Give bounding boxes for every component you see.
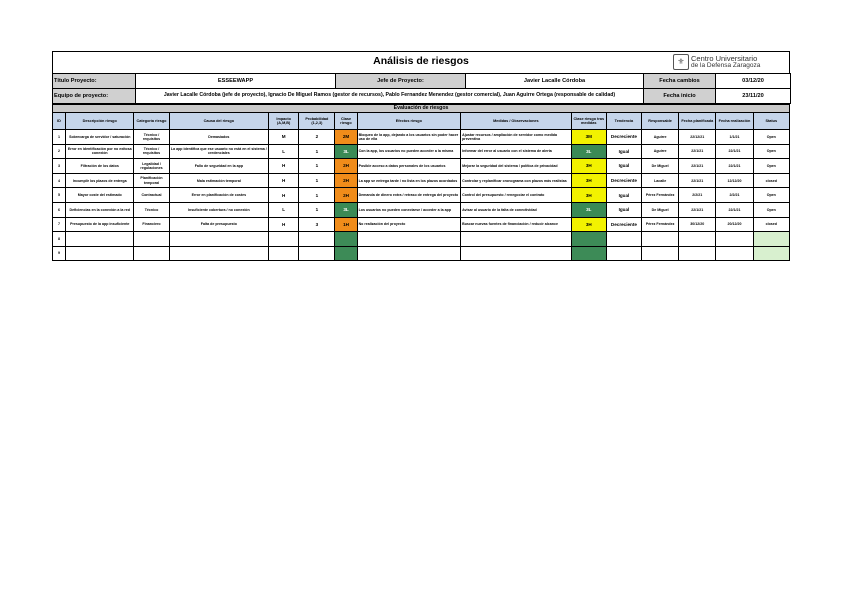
cell-impact[interactable] <box>269 246 299 261</box>
column-header-row <box>53 113 790 130</box>
cell-class-after[interactable]: 3H <box>571 159 606 174</box>
cell-probability[interactable] <box>299 246 335 261</box>
cell-effects[interactable] <box>357 246 461 261</box>
cell-id[interactable]: 5 <box>53 188 66 203</box>
cell-measures[interactable]: Ajustar recursos / ampliación de servidor como medida preventiva <box>461 130 572 145</box>
risk-rows <box>53 130 790 261</box>
cell-status[interactable]: Open <box>753 130 789 145</box>
start-date-value[interactable]: 23/11/20 <box>716 89 791 104</box>
cell-trend[interactable]: Decreciente <box>606 217 641 232</box>
cell-owner[interactable]: De Miguel <box>642 202 679 217</box>
table-row <box>53 159 790 174</box>
cell-impact[interactable]: H <box>269 217 299 232</box>
table-row <box>53 130 790 145</box>
cell-class-after[interactable]: 3L <box>571 202 606 217</box>
cell-impact[interactable]: H <box>269 159 299 174</box>
cell-planned[interactable] <box>679 246 716 261</box>
cell-description[interactable] <box>66 246 134 261</box>
risk-table <box>52 104 790 261</box>
cell-probability[interactable]: 1 <box>299 202 335 217</box>
cell-cause[interactable]: Fallo de seguridad en la app <box>169 159 269 174</box>
cell-description[interactable]: Mayor coste del estimado <box>66 188 134 203</box>
col-header-measures: Medidas / Observaciones <box>461 113 572 130</box>
cell-class[interactable]: 2H <box>335 188 357 203</box>
cell-owner[interactable]: Lacalle <box>642 173 679 188</box>
cell-status[interactable]: closed <box>753 173 789 188</box>
cell-done[interactable]: 2/2/21 <box>716 188 753 203</box>
table-row <box>53 188 790 203</box>
cell-description[interactable]: Presupuesto de la app insuficiente <box>66 217 134 232</box>
cell-planned[interactable]: 22/1/21 <box>679 202 716 217</box>
cell-measures[interactable]: Control del presupuesto / renegociar el contrato <box>461 188 572 203</box>
cell-trend[interactable]: Igual <box>606 159 641 174</box>
cell-measures[interactable]: Controlar y replanificar cronograma con plazos más realistas <box>461 173 572 188</box>
cell-owner[interactable]: Aguirre <box>642 144 679 159</box>
cell-class[interactable]: 3L <box>335 202 357 217</box>
cell-impact[interactable]: L <box>269 202 299 217</box>
project-manager-label: Jefe de Proyecto: <box>336 74 466 89</box>
cell-probability[interactable]: 2 <box>299 130 335 145</box>
cell-id[interactable]: 9 <box>53 246 66 261</box>
cell-measures[interactable]: Buscar nuevas fuentes de financiación / reducir alcance <box>461 217 572 232</box>
cell-class[interactable]: 1H <box>335 217 357 232</box>
cell-trend[interactable]: Decreciente <box>606 173 641 188</box>
project-manager-value[interactable]: Javier Lacalle Córdoba <box>466 74 644 89</box>
table-row <box>53 217 790 232</box>
cell-probability[interactable] <box>299 232 335 247</box>
cell-owner[interactable]: Aguirre <box>642 130 679 145</box>
cell-measures[interactable] <box>461 232 572 247</box>
table-row <box>53 144 790 159</box>
university-logo <box>673 54 785 71</box>
project-title-label: Título Proyecto: <box>53 74 136 89</box>
table-row <box>53 246 790 261</box>
cell-trend[interactable]: Igual <box>606 144 641 159</box>
cell-impact[interactable]: H <box>269 173 299 188</box>
cell-planned[interactable]: 22/1/21 <box>679 159 716 174</box>
cell-trend[interactable] <box>606 246 641 261</box>
cell-planned[interactable]: 22/1/21 <box>679 173 716 188</box>
cell-cause[interactable]: Error en planificación de costes <box>169 188 269 203</box>
cell-probability[interactable]: 1 <box>299 173 335 188</box>
cell-category[interactable] <box>134 246 169 261</box>
cell-cause[interactable]: Demasiados <box>169 130 269 145</box>
cell-planned[interactable] <box>679 232 716 247</box>
cell-cause[interactable]: Insuficiente cobertura / no conexión <box>169 202 269 217</box>
cell-category[interactable]: Técnico <box>134 202 169 217</box>
cell-status[interactable] <box>753 246 789 261</box>
cell-class-after[interactable]: 3L <box>571 144 606 159</box>
cell-measures[interactable] <box>461 246 572 261</box>
cell-description[interactable]: Deficiencias en la conexión a la red <box>66 202 134 217</box>
cell-probability[interactable]: 3 <box>299 217 335 232</box>
cell-id[interactable]: 3 <box>53 159 66 174</box>
cell-category[interactable]: Financiero <box>134 217 169 232</box>
cell-class[interactable]: 2M <box>335 130 357 145</box>
col-header-probability: Probabilidad (1,2,3) <box>299 113 335 130</box>
cell-category[interactable]: Técnico / requisitos <box>134 144 169 159</box>
cell-category[interactable]: Contractual <box>134 188 169 203</box>
cell-probability[interactable]: 1 <box>299 188 335 203</box>
cell-class-after[interactable] <box>571 246 606 261</box>
risk-sheet <box>52 51 790 261</box>
project-title-row <box>53 74 791 89</box>
cell-class[interactable]: 2H <box>335 173 357 188</box>
cell-done[interactable]: 1/1/21 <box>716 130 753 145</box>
cell-done[interactable]: 22/1/21 <box>716 159 753 174</box>
cell-effects[interactable]: Bloqueo de la app, dejando a los usuarios sin poder hacer uso de ella <box>357 130 461 145</box>
project-title-value[interactable]: ESSEEWAPP <box>136 74 336 89</box>
cell-category[interactable]: Legalidad / regulaciones <box>134 159 169 174</box>
cell-id[interactable]: 2 <box>53 144 66 159</box>
cell-trend[interactable]: Igual <box>606 188 641 203</box>
cell-measures[interactable]: Avisar al usuario de la falta de conectividad <box>461 202 572 217</box>
cell-owner[interactable]: Pérez Fernández <box>642 217 679 232</box>
cell-impact[interactable]: M <box>269 130 299 145</box>
cell-status[interactable]: Open <box>753 188 789 203</box>
cell-class-after[interactable]: 3H <box>571 188 606 203</box>
cell-id[interactable]: 6 <box>53 202 66 217</box>
cell-description[interactable]: Incumplir los plazos de entrega <box>66 173 134 188</box>
cell-id[interactable]: 8 <box>53 232 66 247</box>
cell-done[interactable]: 20/12/20 <box>716 217 753 232</box>
change-date-label: Fecha cambios <box>644 74 716 89</box>
cell-id[interactable]: 4 <box>53 173 66 188</box>
project-info-table <box>52 73 791 104</box>
cell-class[interactable]: 2H <box>335 159 357 174</box>
cell-planned[interactable]: 22/12/21 <box>679 130 716 145</box>
logo-line-2: de la Defensa Zaragoza <box>691 62 761 69</box>
cell-done[interactable]: 22/1/21 <box>716 202 753 217</box>
cell-class[interactable]: 3L <box>335 144 357 159</box>
cell-effects[interactable]: No realización del proyecto <box>357 217 461 232</box>
col-header-category: Categoría riesgo <box>134 113 169 130</box>
cell-class-after[interactable]: 3M <box>571 130 606 145</box>
cell-done[interactable]: 22/1/21 <box>716 144 753 159</box>
evaluation-label: Evaluación de riesgos <box>53 105 790 113</box>
logo-line-1: Centro Universitario <box>691 54 758 63</box>
cell-done[interactable] <box>716 246 753 261</box>
cell-status[interactable] <box>753 232 789 247</box>
cell-planned[interactable]: 2/2/21 <box>679 188 716 203</box>
col-header-done: Fecha realización <box>716 113 753 130</box>
cell-effects[interactable]: La app se entrega tarde / no lista en los plazos acordados <box>357 173 461 188</box>
project-team-row <box>53 89 791 104</box>
cell-id[interactable]: 1 <box>53 130 66 145</box>
col-header-id: ID <box>53 113 66 130</box>
cell-description[interactable] <box>66 232 134 247</box>
cell-effects[interactable]: Con la app, los usuarios no pueden acceder a la misma <box>357 144 461 159</box>
title-row <box>52 51 790 73</box>
col-header-planned: Fecha planificada <box>679 113 716 130</box>
cell-cause[interactable]: Mala estimación temporal <box>169 173 269 188</box>
cell-probability[interactable]: 1 <box>299 159 335 174</box>
cell-description[interactable]: Error en identificación por no exitosa conexión <box>66 144 134 159</box>
cell-status[interactable]: Open <box>753 202 789 217</box>
col-header-owner: Responsable <box>642 113 679 130</box>
cell-category[interactable]: Técnico / requisitos <box>134 130 169 145</box>
cell-cause[interactable] <box>169 232 269 247</box>
cell-cause[interactable]: La app identifica que ese usuario no está en el sistema / credenciales <box>169 144 269 159</box>
cell-class-after[interactable]: 3H <box>571 173 606 188</box>
cell-impact[interactable]: H <box>269 188 299 203</box>
cell-description[interactable]: Sobrecarga de servidor / saturación <box>66 130 134 145</box>
col-header-description: Descripción riesgo <box>66 113 134 130</box>
cell-class[interactable] <box>335 246 357 261</box>
cell-category[interactable]: Planificación temporal <box>134 173 169 188</box>
cell-probability[interactable]: 1 <box>299 144 335 159</box>
start-date-label: Fecha inicio <box>644 89 716 104</box>
cell-planned[interactable]: 30/12/20 <box>679 217 716 232</box>
cell-category[interactable] <box>134 232 169 247</box>
project-team-label: Equipo de proyecto: <box>53 89 136 104</box>
table-row <box>53 202 790 217</box>
document-title: Análisis de riesgos <box>373 55 469 67</box>
cell-status[interactable]: Open <box>753 144 789 159</box>
table-row <box>53 232 790 247</box>
cell-trend[interactable]: Decreciente <box>606 130 641 145</box>
cell-done[interactable] <box>716 232 753 247</box>
cell-owner[interactable]: De Miguel <box>642 159 679 174</box>
seal-icon: ⚜ <box>673 54 689 70</box>
cell-owner[interactable] <box>642 232 679 247</box>
cell-class-after[interactable] <box>571 232 606 247</box>
cell-effects[interactable]: Demanda de dinero extra / retraso de entrega del proyecto <box>357 188 461 203</box>
col-header-trend: Tendencia <box>606 113 641 130</box>
cell-owner[interactable] <box>642 246 679 261</box>
col-header-impact: Impacto (A,M,B) <box>269 113 299 130</box>
col-header-status: Status <box>753 113 789 130</box>
table-row <box>53 173 790 188</box>
col-header-effects: Efectos riesgo <box>357 113 461 130</box>
cell-measures[interactable]: Mejorar la seguridad del sistema / política de privacidad <box>461 159 572 174</box>
cell-description[interactable]: Filtración de los datos <box>66 159 134 174</box>
cell-impact[interactable] <box>269 232 299 247</box>
cell-measures[interactable]: Informar del error al usuario con el sistema de alerta <box>461 144 572 159</box>
cell-cause[interactable]: Falta de presupuesto <box>169 217 269 232</box>
cell-trend[interactable] <box>606 232 641 247</box>
col-header-class: Clase riesgo <box>335 113 357 130</box>
cell-id[interactable]: 7 <box>53 217 66 232</box>
cell-effects[interactable]: Los usuarios no pueden conectarse / acceder a la app <box>357 202 461 217</box>
cell-effects[interactable] <box>357 232 461 247</box>
cell-planned[interactable]: 22/1/21 <box>679 144 716 159</box>
col-header-class-after: Clase riesgo tras medidas <box>571 113 606 130</box>
cell-class[interactable] <box>335 232 357 247</box>
project-team-value[interactable]: Javier Lacalle Córdoba (jefe de proyecto), Ignacio De Miguel Ramos (gestor de recursos), Pablo Fernandez Menendez (gestor comercial), Juan Aguirre Ortega (responsable de calidad) <box>136 89 644 104</box>
evaluation-header-row <box>53 105 790 113</box>
cell-effects[interactable]: Posible acceso a datos personales de los usuarios <box>357 159 461 174</box>
change-date-value[interactable]: 03/12/20 <box>716 74 791 89</box>
cell-status[interactable]: Open <box>753 159 789 174</box>
cell-status[interactable]: closed <box>753 217 789 232</box>
col-header-cause: Causa del riesgo <box>169 113 269 130</box>
cell-impact[interactable]: L <box>269 144 299 159</box>
cell-done[interactable]: 12/12/20 <box>716 173 753 188</box>
cell-cause[interactable] <box>169 246 269 261</box>
cell-trend[interactable]: Igual <box>606 202 641 217</box>
cell-class-after[interactable]: 3H <box>571 217 606 232</box>
cell-owner[interactable]: Pérez Fernández <box>642 188 679 203</box>
